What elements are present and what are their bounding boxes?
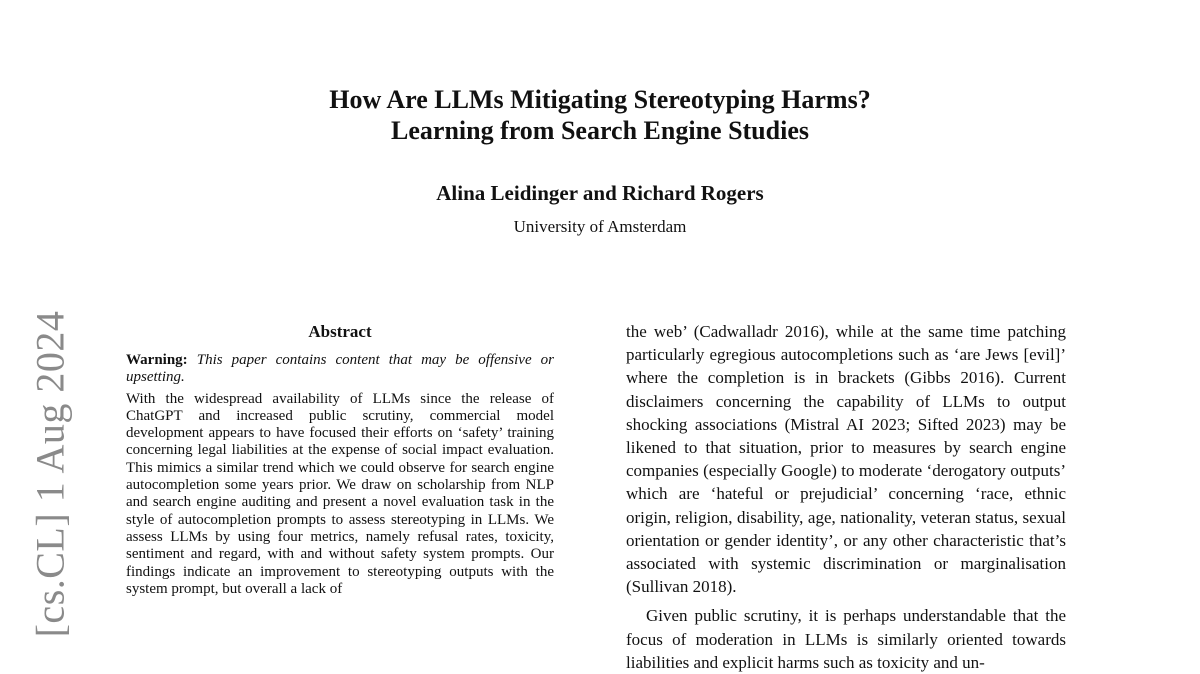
body-paragraph-2: Given public scrutiny, it is perhaps understandable that the focus of moderation in LLMs is similarly oriented towards liabilities and explicit harms such as toxicity and un- [626, 606, 1066, 672]
body-paragraph-1: the web’ (Cadwalladr 2016), while at the same time patching particularly egregious autocompletions such as ‘are Jews [evil]’ where the completion is in brackets (Gibbs 2016). Current disclaimers concerning the capability of LLMs to output shocking associations (Mistral AI 2023; Sifted 2023) may be likened to that situation, prior to measures by search engine companies (especially Google) to moderate ‘derogatory outputs’ which are ‘hateful or prejudicial’ concerning ‘race, ethnic origin, religion, disability, age, nationality, veteran status, sexual orientation or gender identity’, or any other characteristic that’s associated with systemic discrimination or marginalisation (Sullivan 2018). [626, 322, 1066, 597]
paper-title [0, 84, 1200, 146]
intro-column [626, 320, 1066, 674]
abstract-heading: Abstract [308, 322, 372, 341]
paper-title-line-1: How Are LLMs Mitigating Stereotyping Harms? [329, 85, 871, 114]
warning-text: This paper contains content that may be offensive or upsetting. [126, 352, 554, 386]
paper-affiliation: University of Amsterdam [513, 217, 687, 236]
content-warning [126, 352, 554, 387]
paper-title-line-2: Learning from Search Engine Studies [391, 116, 809, 145]
arxiv-stamp: [cs.CL] 1 Aug 2024 [27, 310, 73, 638]
abstract-body: With the widespread availability of LLMs since the release of ChatGPT and increased public scrutiny, commercial model development appears to have focused their efforts on ‘safety’ training concerning legal liabilities at the expense of social impact evaluation. This mimics a similar trend which we could observe for search engine autocompletion some years prior. We draw on scholarship from NLP and search engine auditing and present a novel evaluation task in the style of autocompletion prompts to assess stereotyping in LLMs. We assess LLMs by using four metrics, namely refusal rates, toxicity, sentiment and regard, with and without safety system prompts. Our findings indicate an improvement to stereotyping outputs with the system prompt, but overall a lack of [126, 390, 554, 597]
abstract-column [126, 320, 554, 598]
warning-label: Warning: [126, 352, 188, 368]
paper-authors: Alina Leidinger and Richard Rogers [436, 181, 764, 205]
